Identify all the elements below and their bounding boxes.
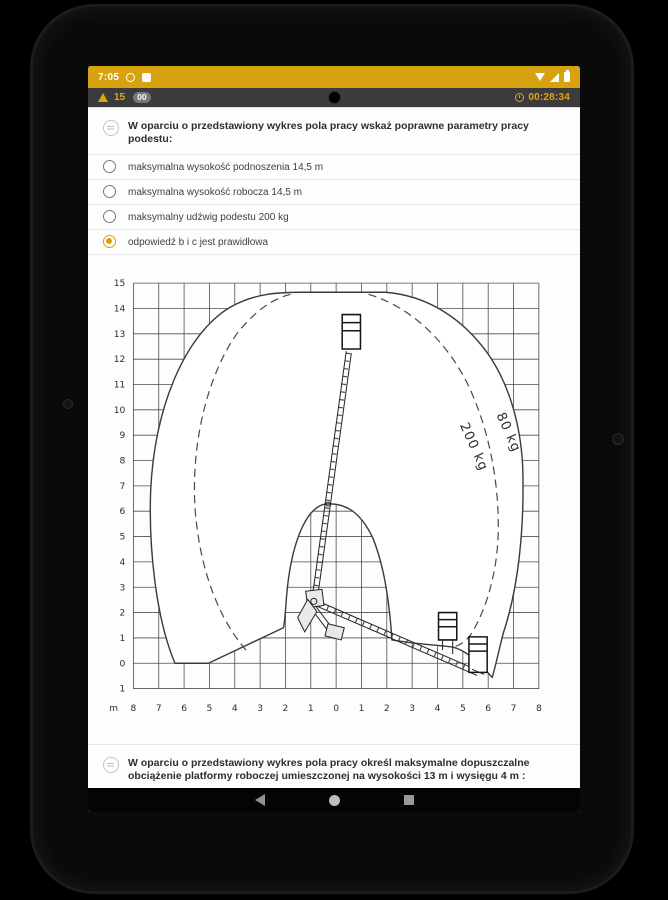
svg-text:3: 3 (119, 583, 126, 594)
svg-text:1: 1 (358, 703, 365, 714)
svg-text:14: 14 (113, 304, 126, 315)
svg-text:5: 5 (459, 703, 466, 714)
svg-text:8: 8 (119, 456, 126, 467)
platform-basket-end (469, 637, 487, 672)
cellular-signal-icon (550, 73, 559, 82)
recents-square-icon[interactable] (404, 795, 414, 805)
svg-text:10: 10 (113, 405, 126, 416)
svg-text:4: 4 (434, 703, 441, 714)
svg-text:11: 11 (113, 380, 126, 391)
svg-text:3: 3 (257, 703, 264, 714)
svg-text:6: 6 (485, 703, 492, 714)
platform-basket-top (342, 315, 360, 349)
back-triangle-icon[interactable] (255, 794, 265, 806)
svg-text:2: 2 (119, 608, 126, 619)
work-envelope-chart (92, 273, 562, 724)
notification-icon-2 (142, 73, 151, 82)
svg-text:12: 12 (113, 355, 126, 366)
svg-text:6: 6 (119, 507, 126, 518)
svg-text:8: 8 (130, 703, 137, 714)
svg-text:7: 7 (510, 703, 517, 714)
svg-text:6: 6 (181, 703, 187, 714)
option-a-label: maksymalna wysokość podnoszenia 14,5 m (128, 161, 324, 173)
x-axis-unit-label: m (109, 703, 118, 714)
question-2-text: W oparciu o przedstawiony wykres pola pracy określ maksymalne dopuszczalne obciążenie platformy roboczej umieszczonej na wysokości 13 m i wysięgu 4 m : (128, 757, 530, 782)
svg-text:1: 1 (119, 633, 126, 644)
option-d-label: odpowiedź b i c jest prawidłowa (128, 236, 269, 248)
envelope-outline-80kg (150, 292, 523, 677)
timer-clock-icon (515, 93, 524, 102)
svg-text:15: 15 (113, 279, 126, 290)
home-circle-icon[interactable] (329, 795, 340, 806)
countdown-timer: 00:28:34 (528, 92, 570, 103)
option-row-4[interactable] (88, 230, 580, 254)
load-label-80kg: 80 kg (492, 410, 524, 455)
svg-text:3: 3 (409, 703, 416, 714)
load-label-200kg: 200 kg (456, 420, 491, 474)
svg-text:13: 13 (113, 329, 126, 340)
notification-icon-1 (126, 73, 135, 82)
svg-text:2: 2 (282, 703, 289, 714)
y-axis-ticks (114, 279, 126, 694)
option-row-2[interactable] (88, 180, 580, 204)
warning-triangle-icon (98, 93, 108, 102)
tablet-screen (88, 66, 580, 812)
radio-button-option-b[interactable] (103, 185, 116, 198)
svg-text:0: 0 (333, 703, 340, 714)
x-axis-ticks (131, 704, 542, 714)
question-number-badge-icon (103, 757, 119, 773)
status-bar (88, 66, 580, 88)
svg-text:2: 2 (383, 703, 390, 714)
radio-button-option-a[interactable] (103, 160, 116, 173)
svg-text:7: 7 (119, 481, 126, 492)
divider (88, 254, 580, 255)
svg-text:8: 8 (535, 703, 542, 714)
svg-text:4: 4 (231, 703, 238, 714)
counter-badge: 00 (133, 92, 150, 103)
quiz-content[interactable] (88, 107, 580, 788)
work-envelope-svg (92, 273, 560, 719)
clock-time: 7:05 (98, 71, 120, 83)
platform-basket-mid (439, 613, 457, 640)
android-nav-bar (88, 788, 580, 812)
svg-text:1: 1 (119, 684, 126, 695)
option-row-3[interactable] (88, 205, 580, 229)
svg-text:1: 1 (307, 703, 314, 714)
radio-button-option-d[interactable] (103, 235, 116, 248)
question-1-text: W oparciu o przedstawiony wykres pola pracy wskaż poprawne parametry pracy podestu: (128, 120, 529, 145)
svg-text:5: 5 (119, 532, 126, 543)
bezel-camera-dot-left (63, 399, 73, 409)
question-2-row (88, 745, 580, 788)
bezel-camera-dot-right (612, 433, 624, 445)
svg-text:5: 5 (206, 703, 213, 714)
svg-text:4: 4 (119, 557, 126, 568)
warning-count: 15 (114, 92, 126, 103)
battery-icon (564, 72, 570, 82)
wifi-icon (535, 73, 545, 81)
svg-text:0: 0 (119, 659, 126, 670)
radio-button-option-c[interactable] (103, 210, 116, 223)
svg-text:7: 7 (155, 703, 162, 714)
option-c-label: maksymalny udźwig podestu 200 kg (128, 211, 289, 223)
question-number-badge-icon (103, 120, 119, 136)
svg-text:9: 9 (119, 431, 126, 442)
option-row-1[interactable] (88, 155, 580, 179)
option-b-label: maksymalna wysokość robocza 14,5 m (128, 186, 302, 198)
front-camera-icon (328, 91, 341, 104)
question-1-row (88, 108, 580, 154)
